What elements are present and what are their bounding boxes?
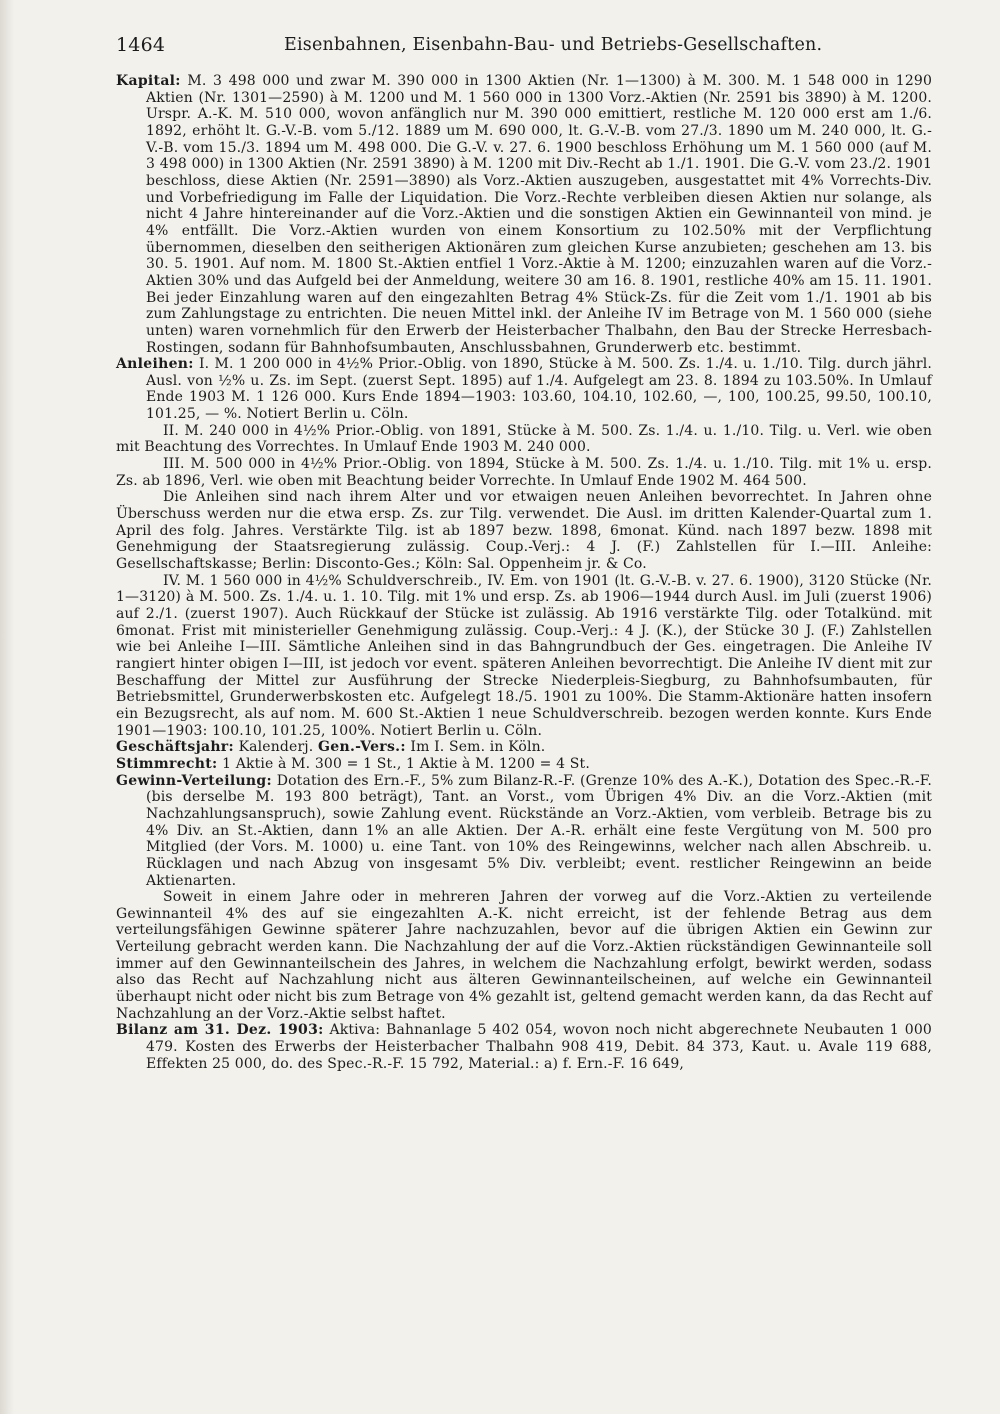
section-label-bilanz: Bilanz am 31. Dez. 1903:	[116, 1022, 324, 1039]
running-head: Eisenbahnen, Eisenbahn-Bau- und Betriebs-Gesellschaften.	[284, 35, 823, 55]
anleihen-notes-text: Die Anleihen sind nach ihrem Alter und vor etwaigen neuen Anleihen bevorrechtet. In Jahren ohne Überschuss werden nur die etwa ersp. Zs. zur Tilg. verwendet. Die Ausl. im dritten Kalender-Quartal zum 1. April des folg. Jahres. Verstärkte Tilg. ist ab 1897 bezw. 1898, 6monat. Künd. nach 1897 bezw. 1898 mit Genehmigung der Staatsregierung zulässig. Coup.-Verj.: 4 J. (F.) Zahlstellen für I.—III. Anleihe: Gesellschaftskasse; Berlin: Disconto-Ges.; Köln: Sal. Oppenheim jr. & Co.	[116, 489, 932, 573]
geschaeftsjahr-text: Kalenderj.	[238, 739, 314, 756]
section-label-geschaeftsjahr: Geschäftsjahr:	[116, 739, 234, 756]
bilanz-text: Bahnanlage 5 402 054, wovon noch nicht abgerechnete Neubauten 1 000 479. Kosten des Erwerbs der Heisterbacher Thalbahn 908 419, Debit. 84 373, Kaut. u. Avale 119 688, Effekten 25 000, do. des Spec.-R.-F. 15 792, Material.: a) f. Ern.-F. 16 649,	[146, 1022, 932, 1072]
anleihe-2-text: II. M. 240 000 in 4½% Prior.-Oblig. von 1891, Stücke à M. 500. Zs. 1./4. u. 1./10. Tilg. u. Verl. wie oben mit Beachtung des Vorrechtes. In Umlauf Ende 1903 M. 240 000.	[116, 422, 932, 456]
article-body	[116, 73, 932, 1072]
section-bilanz	[116, 1022, 932, 1072]
scan-gutter	[0, 0, 14, 1414]
section-label-genvers: Gen.-Vers.:	[318, 739, 406, 756]
section-label-gewinn: Gewinn-Verteilung:	[116, 772, 272, 789]
section-kapital	[116, 73, 932, 356]
anleihe-4-paragraph	[116, 573, 932, 740]
anleihe-4-text: IV. M. 1 560 000 in 4½% Schuldverschreib., IV. Em. von 1901 (lt. G.-V.-B. v. 27. 6. 1900), 3120 Stücke (Nr. 1—3120) à M. 500. Zs. 1./4. u. 1. 10. Tilg. mit 1% und ersp. Zs. ab 1906—1944 durch Ausl. im Juli (zuerst 1906) auf 2./1. (zuerst 1907). Auch Rückkauf der Stücke ist zulässig. Ab 1916 verstärkte Tilg. oder Totalkünd. mit 6monat. Frist mit ministerieller Genehmigung zulässig. Coup.-Verj.: 4 J. (K.), der Stücke 30 J. (F.) Zahlstellen wie bei Anleihe I—III. Sämtliche Anleihen sind in das Bahngrundbuch der Ges. eingetragen. Die Anleihe IV rangiert hinter obigen I—III, ist jedoch vor event. späteren Anleihen bevorrechtigt. Die Anleihe IV dient mit zur Beschaffung der Mittel zur Ausführung der Strecke Niederpleis-Siegburg, zu Bahnhofsumbauten, für Betriebsmittel, Grunderwerbskosten etc. Aufgelegt 18./5. 1901 zu 100%. Die Stamm-Aktionäre hatten insofern ein Bezugsrecht, als auf nom. M. 600 St.-Aktien 1 neue Schuldverschreib. bezogen werden konnte. Kurs Ende 1901—1903: 100.10, 101.25, 100%. Notiert Berlin u. Cöln.	[116, 572, 932, 739]
aktiva-label: Aktiva:	[329, 1022, 381, 1039]
anleihe-1-text: I. M. 1 200 000 in 4½% Prior.-Oblig. von 1890, Stücke à M. 500. Zs. 1./4. u. 1./10. Tilg. durch jährl. Ausl. von ½% u. Zs. im Sept. (zuerst Sept. 1895) auf 1./4. Aufgelegt am 23. 8. 1894 zu 103.50%. In Umlauf Ende 1903 M. 1 126 000. Kurs Ende 1894—1903: 103.60, 104.10, 102.60, —, 100, 100.25, 99.50, 100.10, 101.25, — %. Notiert Berlin u. Cöln.	[146, 356, 932, 423]
section-stimmrecht	[116, 756, 932, 773]
section-label-kapital: Kapital:	[116, 73, 181, 89]
section-gewinn	[116, 773, 932, 890]
kapital-text: M. 3 498 000 und zwar M. 390 000 in 1300 Aktien (Nr. 1—1300) à M. 300. M. 1 548 000 in 1290 Aktien (Nr. 1301—2590) à M. 1200 und M. 1 560 000 in 1300 Vorz.-Aktien (Nr. 2591 bis 3890) à M. 1200. Urspr. A.-K. M. 510 000, wovon anfänglich nur M. 390 000 emittiert, restliche M. 120 000 erst am 1./6. 1892, erhöht lt. G.-V.-B. vom 5./12. 1889 um M. 690 000, lt. G.-V.-B. vom 27./3. 1890 um M. 240 000, lt. G.-V.-B. vom 15./3. 1894 um M. 498 000. Die G.-V. v. 27. 6. 1900 beschloss Erhöhung um M. 1 560 000 (auf M. 3 498 000) in 1300 Aktien (Nr. 2591 3890) à M. 1200 mit Div.-Recht ab 1./1. 1901. Die G.-V. vom 23./2. 1901 beschloss, diese Aktien (Nr. 2591—3890) als Vorz.-Aktien auszugeben, ausgestattet mit 4% Vorrechts-Div. und Vorbefriedigung im Falle der Liquidation. Die Vorz.-Rechte verbleiben diesen Aktien nur solange, als nicht 4 Jahre hintereinander auf die Vorz.-Aktien und die sonstigen Aktien ein Gewinnanteil von mind. je 4% entfällt. Die Vorz.-Aktien wurden von einem Konsortium zu 102.50% mit der Verpflichtung übernommen, dieselben den seitherigen Aktionären zum gleichen Kurse anzubieten; geschehen am 13. bis 30. 5. 1901. Auf nom. M. 1800 St.-Aktien entfiel 1 Vorz.-Aktie à M. 1200; einzuzahlen waren auf die Vorz.-Aktien 30% und das Aufgeld bei der Anmeldung, weitere 30 am 16. 8. 1901, restliche 40% am 15. 11. 1901. Bei jeder Einzahlung waren auf den eingezahlten Betrag 4% Stück-Zs. für die Zeit vom 1./1. 1901 ab bis zum Zahlungstage zu entrichten. Die neuen Mittel inkl. der Anleihe IV im Betrage von M. 1 560 000 (siehe unten) waren vornehmlich für den Erwerb der Heisterbacher Thalbahn, den Bau der Strecke Herresbach-Rostingen, sodann für Bahnhofsumbauten, Anschlussbahnen, Grunderwerb etc. bestimmt.	[146, 73, 932, 356]
anleihe-2-paragraph	[116, 423, 932, 456]
genvers-text: Im I. Sem. in Köln.	[410, 739, 546, 756]
page-header	[116, 34, 932, 64]
anleihen-notes-paragraph	[116, 489, 932, 572]
gewinn-paragraph-2	[116, 889, 932, 1022]
section-geschaeftsjahr	[116, 739, 932, 756]
gewinn-text-2: Soweit in einem Jahre oder in mehreren Jahren der vorweg auf die Vorz.-Aktien zu verteilende Gewinnanteil 4% des auf sie eingezahlten A.-K. nicht erreicht, ist der fehlende Betrag aus dem verteilungsfähigen Gewinne späterer Jahre nachzuzahlen, bevor auf die übrigen Aktien ein Gewinn zur Verteilung gebracht werden kann. Die Nachzahlung der auf die Vorz.-Aktien rückständigen Gewinnanteile soll immer auf den Gewinnanteilschein des Jahres, in welchem die Nachzahlung erfolgt, bewirkt werden, sodass also das Recht auf Nachzahlung nicht aus älteren Gewinnanteilscheinen, auf welche ein Gewinnanteil überhaupt nicht oder nicht bis zum Betrage von 4% gezahlt ist, geltend gemacht werden kann, da das Recht auf Nachzahlung an der Vorz.-Aktie selbst haftet.	[116, 889, 932, 1022]
stimmrecht-text: 1 Aktie à M. 300 = 1 St., 1 Aktie à M. 1200 = 4 St.	[222, 755, 590, 772]
section-label-stimmrecht: Stimmrecht:	[116, 755, 218, 772]
anleihe-3-text: III. M. 500 000 in 4½% Prior.-Oblig. von 1894, Stücke à M. 500. Zs. 1./4. u. 1./10. Tilg. mit 1% u. ersp. Zs. ab 1896, Verl. wie oben mit Beachtung beider Vorrechte. In Umlauf Ende 1902 M. 464 500.	[116, 456, 932, 489]
page-number: 1464	[116, 34, 166, 56]
gewinn-text-1: Dotation des Ern.-F., 5% zum Bilanz-R.-F. (Grenze 10% des A.-K.), Dotation des Spec.-R.-F. (bis derselbe M. 193 800 beträgt), Tant. an Vorst., vom Übrigen 4% Div. an die Vorz.-Aktien (mit Nachzahlungsanspruch), sowie Zahlung event. Rückstände an Vorz.-Aktien, vom verbleib. Betrage bis zu 4% Div. an St.-Aktien, dann 1% an alle Aktien. Der A.-R. erhält eine feste Vergütung von M. 500 pro Mitglied (der Vors. M. 1000) u. eine Tant. von 10% des Reingewinns, welcher nach allen Abschreib. u. Rücklagen und nach Abzug von insgesamt 5% Div. verbleibt; event. restlicher Reingewinn an beide Aktienarten.	[146, 772, 932, 889]
anleihe-3-paragraph	[116, 456, 932, 489]
section-anleihen	[116, 356, 932, 423]
section-label-anleihen: Anleihen:	[116, 356, 194, 373]
